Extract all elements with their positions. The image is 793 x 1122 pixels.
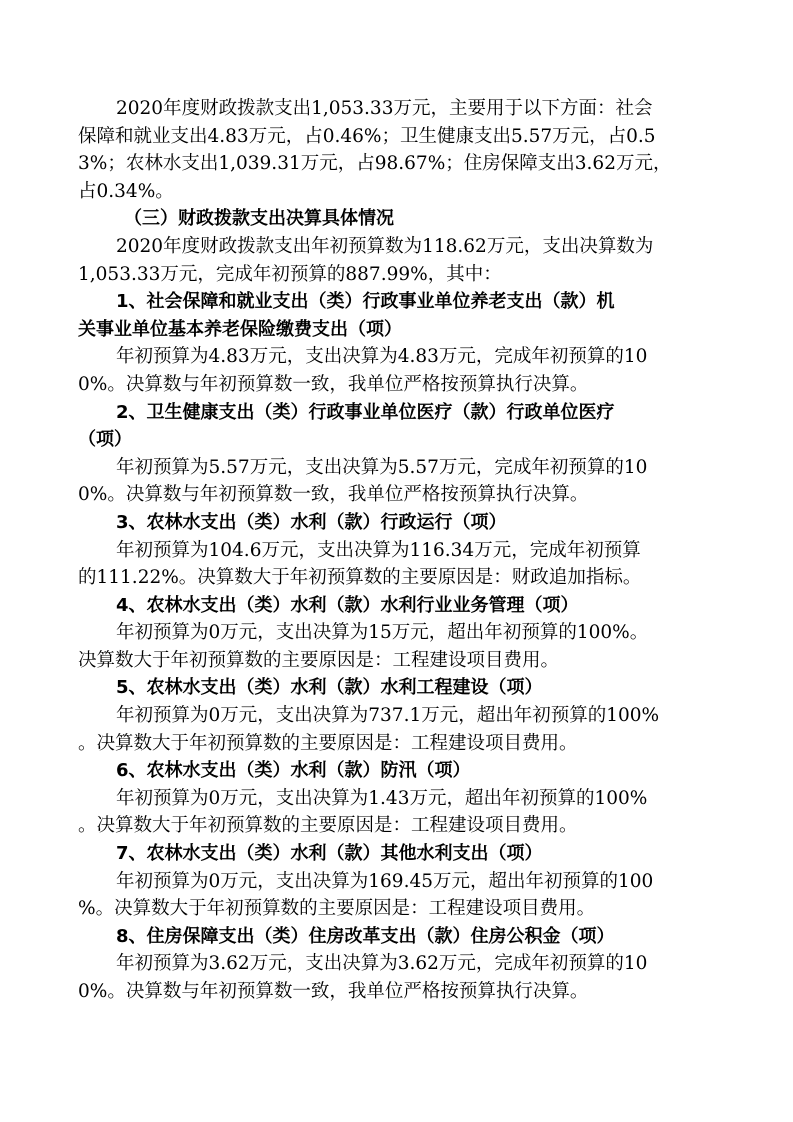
item-body: 年初预算为0万元，支出决算为1.43万元，超出年初预算的100% xyxy=(116,787,648,809)
item-3 xyxy=(78,509,718,592)
document-page xyxy=(78,95,718,1006)
item-heading: 6、农林水支出（类）水利（款）防汛（项） xyxy=(116,760,471,782)
item-body: 年初预算为5.57万元，支出决算为5.57万元，完成年初预算的10 xyxy=(116,456,648,478)
item-body: 决算数大于年初预算数的主要原因是：工程建设项目费用。 xyxy=(78,649,560,671)
item-heading: 7、农林水支出（类）水利（款）其他水利支出（项） xyxy=(116,843,543,865)
item-heading: 2、卫生健康支出（类）行政事业单位医疗（款）行政单位医疗 xyxy=(116,401,615,423)
item-heading: 5、农林水支出（类）水利（款）水利工程建设（项） xyxy=(116,677,543,699)
item-6 xyxy=(78,757,718,840)
item-body: 年初预算为4.83万元，支出决算为4.83万元，完成年初预算的10 xyxy=(116,346,648,368)
item-heading: 4、农林水支出（类）水利（款）水利行业业务管理（项） xyxy=(116,594,579,616)
item-body: 0%。决算数与年初预算数一致，我单位严格按预算执行决算。 xyxy=(78,484,589,506)
item-body: 0%。决算数与年初预算数一致，我单位严格按预算执行决算。 xyxy=(78,981,589,1002)
text-line: 2020年度财政拨款支出年初预算数为118.62万元，支出决算数为 xyxy=(116,235,654,257)
paragraph-summary xyxy=(78,95,718,205)
item-heading: 1、社会保障和就业支出（类）行政事业单位养老支出（款）机 xyxy=(116,291,615,313)
text-line: 占0.34%。 xyxy=(78,180,174,202)
item-body: 的111.22%。决算数大于年初预算数的主要原因是：财政追加指标。 xyxy=(78,567,642,589)
item-body: 年初预算为0万元，支出决算为737.1万元，超出年初预算的100% xyxy=(116,705,660,727)
item-2 xyxy=(78,399,718,509)
item-4 xyxy=(78,592,718,675)
item-5 xyxy=(78,674,718,757)
item-heading: 关事业单位基本养老保险缴费支出（项） xyxy=(78,318,402,340)
item-heading: 3、农林水支出（类）水利（款）行政运行（项） xyxy=(116,511,507,533)
item-body: 。决算数大于年初预算数的主要原因是：工程建设项目费用。 xyxy=(78,815,578,837)
text-line: 1,053.33万元，完成年初预算的887.99%，其中： xyxy=(78,263,502,285)
item-heading: 8、住房保障支出（类）住房改革支出（款）住房公积金（项） xyxy=(116,925,615,947)
item-1 xyxy=(78,288,718,398)
item-body: 年初预算为0万元，支出决算为169.45万元，超出年初预算的100 xyxy=(116,870,654,892)
item-body: 年初预算为104.6万元，支出决算为116.34万元，完成年初预算 xyxy=(116,539,641,561)
section-heading: （三）财政拨款支出决算具体情况 xyxy=(124,208,394,230)
paragraph-overview xyxy=(78,233,718,288)
item-heading: （项） xyxy=(78,429,132,451)
item-body: 年初预算为3.62万元，支出决算为3.62万元，完成年初预算的10 xyxy=(116,953,648,975)
text-line: 2020年度财政拨款支出1,053.33万元，主要用于以下方面：社会 xyxy=(116,98,653,119)
item-8 xyxy=(78,923,718,1006)
item-body: 。决算数大于年初预算数的主要原因是：工程建设项目费用。 xyxy=(78,732,578,754)
text-line: 保障和就业支出4.83万元，占0.46%；卫生健康支出5.57万元，占0.5 xyxy=(78,125,656,147)
item-7 xyxy=(78,840,718,923)
item-body: 年初预算为0万元，支出决算为15万元，超出年初预算的100%。 xyxy=(116,622,649,644)
item-body: %。决算数大于年初预算数的主要原因是：工程建设项目费用。 xyxy=(78,898,596,920)
item-body: 0%。决算数与年初预算数一致，我单位严格按预算执行决算。 xyxy=(78,373,589,395)
text-line: 3%；农林水支出1,039.31万元，占98.67%；住房保障支出3.62万元， xyxy=(78,153,672,175)
